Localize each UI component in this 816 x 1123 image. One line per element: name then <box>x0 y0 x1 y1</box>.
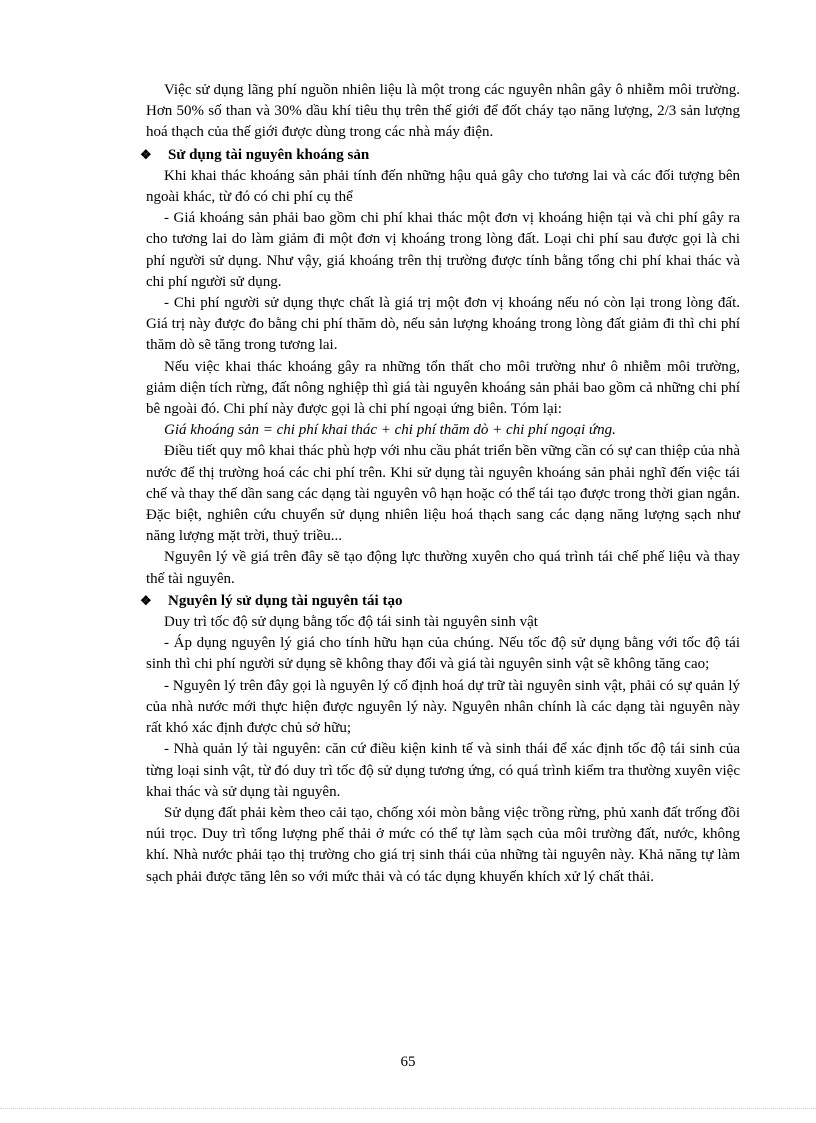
formula: Giá khoáng sản = chi phí khai thác + chi phí thăm dò + chi phí ngoại ứng. <box>164 422 616 439</box>
section-heading-renewable <box>140 590 740 612</box>
section-title: Nguyên lý sử dụng tài nguyên tái tạo <box>168 592 403 609</box>
paragraph: Khi khai thác khoáng sản phải tính đến những hậu quả gây cho tương lai và các đối tượng bên ngoài khác, từ đó có chi phí cụ thể <box>146 167 740 206</box>
page-body <box>140 80 740 888</box>
paragraph-intro: Việc sử dụng lãng phí nguồn nhiên liệu là một trong các nguyên nhân gây ô nhiễm môi trường. Hơn 50% số than và 30% dầu khí tiêu thụ trên thế giới để đốt cháy tạo năng lượng, 2/3 sản lượng hoá thạch của thế giới được dùng trong các nhà máy điện. <box>146 82 740 141</box>
paragraph: Duy trì tốc độ sử dụng bằng tốc độ tái sinh tài nguyên sinh vật <box>164 614 538 631</box>
paragraph: - Chi phí người sử dụng thực chất là giá trị một đơn vị khoáng nếu nó còn lại trong lòng đất. Giá trị này được đo bằng chi phí thăm dò, nếu sản lượng khoáng trong lòng đất giảm đi thì chi phí thăm dò sẽ tăng trong tương lai. <box>146 295 740 354</box>
page-number: 65 <box>400 1054 416 1070</box>
paragraph: Sử dụng đất phải kèm theo cải tạo, chống xói mòn bằng việc trồng rừng, phủ xanh đất trống đồi núi trọc. Duy trì tổng lượng phế thải ở mức có thể tự làm sạch của môi trường đất, nước, không khí. Nhà nước phải tạo thị trường cho giá trị sinh thái của những tài nguyên này. Khả năng tự làm sạch phải được tăng lên so với mức thải và có tác dụng khuyến khích xử lý chất thải. <box>146 804 740 885</box>
page-edge-divider <box>0 1108 816 1109</box>
paragraph: Nếu việc khai thác khoáng gây ra những tổn thất cho môi trường như ô nhiễm môi trường, giảm diện tích rừng, đất nông nghiệp thì giá tài nguyên khoáng sản phải bao gồm cả những chi phí bê ngoài đó. Chi phí này được gọi là chi phí ngoại ứng biên. Tóm lại: <box>146 358 740 418</box>
paragraph: - Nhà quản lý tài nguyên: căn cứ điều kiện kinh tế và sinh thái để xác định tốc độ tái sinh của từng loại sinh vật, từ đó duy trì tốc độ sử dụng tương ứng, có quá trình kiểm tra thường xuyên việc khai thác và sử dụng tài nguyên. <box>146 741 740 800</box>
paragraph: - Giá khoáng sản phải bao gồm chi phí khai thác một đơn vị khoáng hiện tại và chi phí gây ra cho tương lai do làm giảm đi một đơn vị khoáng trong lòng đất. Loại chi phí sau được gọi là chi phí người sử dụng. Như vậy, giá khoáng trên thị trường được tính bằng tổng chi phí khai thác và chi phí người sử dụng. <box>146 210 740 290</box>
diamond-bullet-icon: ❖ <box>140 146 152 162</box>
paragraph: Điều tiết quy mô khai thác phù hợp với nhu cầu phát triển bền vững cần có sự can thiệp của nhà nước để thị trường hoá các chi phí trên. Khi sử dụng tài nguyên khoáng sản phải nghĩ đến việc tái chế và thay thế dần sang các dạng tài nguyên vô hạn hoặc có thể tái tạo được trong thời gian ngắn. Đặc biệt, nghiên cứu chuyển sử dụng nhiên liệu hoá thạch sang các dạng năng lượng sạch như năng lượng mặt trời, thuỷ triều... <box>146 443 740 545</box>
diamond-bullet-icon: ❖ <box>140 592 152 608</box>
section-title: Sử dụng tài nguyên khoáng sản <box>168 146 370 163</box>
section-heading-minerals <box>140 144 740 166</box>
paragraph: - Nguyên lý trên đây gọi là nguyên lý cố định hoá dự trữ tài nguyên sinh vật, phải có sự quản lý của nhà nước mới thực hiện được nguyên lý này. Nguyên nhân chính là các dạng tài nguyên này rất khó xác định được chủ sở hữu; <box>146 677 740 737</box>
paragraph: Nguyên lý về giá trên đây sẽ tạo động lực thường xuyên cho quá trình tái chế phế liệu và thay thế tài nguyên. <box>146 549 740 587</box>
paragraph: - Áp dụng nguyên lý giá cho tính hữu hạn của chúng. Nếu tốc độ sử dụng bằng với tốc độ tái sinh thì chi phí người sử dụng sẽ không thay đổi và giá tài nguyên sinh vật sẽ không tăng cao; <box>146 635 740 673</box>
